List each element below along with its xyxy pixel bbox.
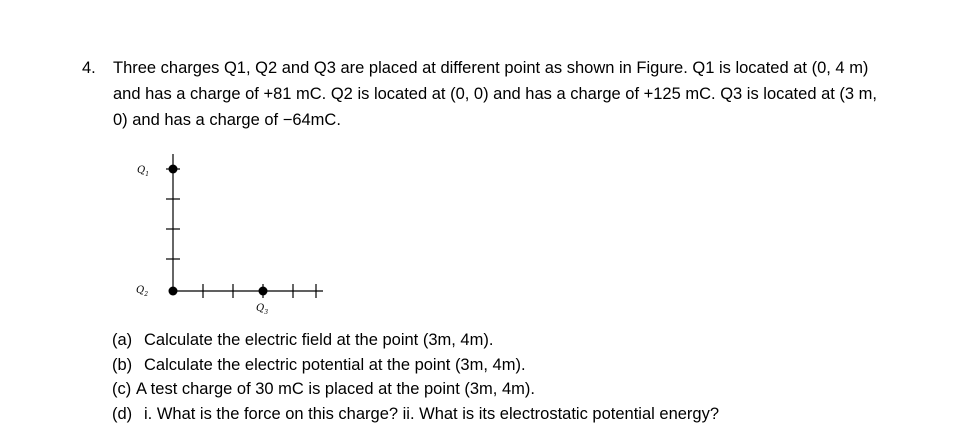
part-d-label: (d): [112, 404, 133, 423]
q2-label: $Q_2$: [136, 285, 149, 298]
q3-label: $Q_3$: [256, 303, 269, 316]
part-a-label: (a): [112, 331, 133, 349]
part-a: [112, 328, 892, 353]
q2-charge-dot: [169, 287, 178, 296]
part-b-label: (b): [112, 355, 133, 374]
part-c-label: (c): [112, 380, 132, 398]
question-text: Three charges Q1, Q2 and Q3 are placed at different point as shown in Figure. Q1 is located at (0, 4 m) and has a charge of +81 mC. Q2 is located at (0, 0) and has a charge of +125 mC. Q3 is located at (3 m, 0) and has a charge of −64mC.: [113, 59, 878, 129]
part-c: [112, 377, 892, 402]
question-4: [82, 55, 882, 133]
q3-charge-dot: [259, 287, 268, 296]
q1-label: $Q_1$: [137, 165, 150, 178]
part-b: [112, 353, 892, 378]
charge-diagram: [120, 148, 360, 328]
question-parts: [112, 328, 892, 426]
charge-figure: [120, 148, 360, 328]
question-number: 4.: [82, 59, 96, 77]
part-d-text: i. What is the force on this charge? ii. What is its electrostatic potential energy?: [144, 404, 720, 423]
part-b-text: Calculate the electric potential at the point (3m, 4m).: [144, 355, 526, 374]
part-a-text: Calculate the electric field at the point (3m, 4m).: [144, 331, 494, 349]
part-d: [112, 402, 892, 427]
part-c-text: A test charge of 30 mC is placed at the point (3m, 4m).: [136, 380, 535, 398]
q1-charge-dot: [169, 165, 178, 174]
